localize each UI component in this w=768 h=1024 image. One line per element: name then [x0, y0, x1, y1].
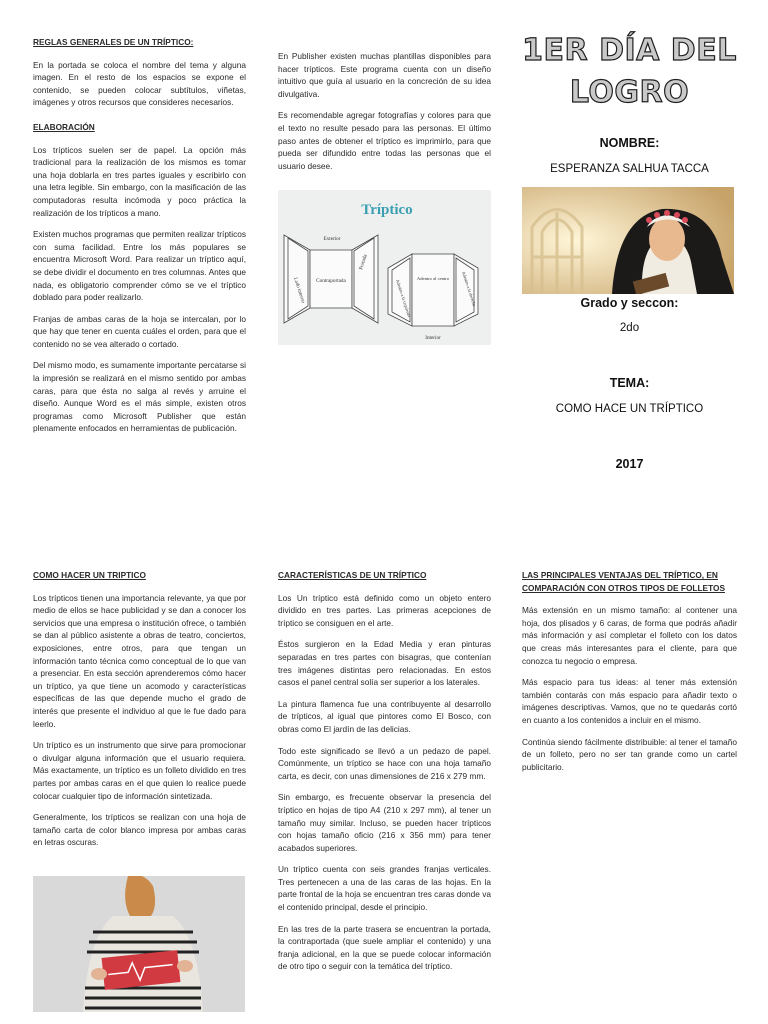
column-como-hacer — [33, 569, 246, 858]
cover-title-line1: 1ER DÍA DEL — [522, 33, 737, 68]
label-portada: Portada — [358, 253, 369, 271]
label-exterior: Exterior — [323, 236, 341, 242]
triptico-diagram — [278, 190, 491, 345]
nombre-value: ESPERANZA SALHUA TACCA — [550, 163, 709, 175]
column-rules — [33, 36, 246, 444]
paragraph: Un tríptico es un instrumento que sirve para promocionar o divulgar alguna información que el usuario requiera. Más exactamente, un tríptico es un folleto dividido en tres partes por ambas caras en el que quien lo realice puede colocar cualquier tipo de información sintetizada. — [33, 740, 246, 801]
paragraph: Los Un tríptico está definido como un objeto entero dividido en tres partes. Las primeras acepciones de tríptico se consiguen en el arte. — [278, 592, 491, 628]
paragraph: La pintura flamenca fue una contribuyente al desarrollo de trípticos, al igual que pintores como El Bosco, con obras como El jardín de las delicias. — [278, 698, 491, 734]
saint-image — [522, 187, 734, 294]
paragraph: En las tres de la parte trasera se encuentran la portada, la contraportada (que suele ampliar el contenido) y una franja adicional, en la que se puede colocar información de otro tipo o seguir con la temática del tríptico. — [278, 923, 491, 972]
paragraph: En la portada se coloca el nombre del tema y alguna imagen. En el resto de los espacios se expone el contenido, se pueden colocar subtítulos, viñetas, imágenes y otros recursos que consideres necesarios. — [33, 59, 246, 108]
year: 2017 — [615, 457, 644, 471]
tema-value: COMO HACE UN TRÍPTICO — [555, 403, 704, 415]
paragraph: Existen muchos programas que permiten realizar trípticos con suma facilidad. Entre los más populares se encuentra Microsoft Word. Para realizar un tríptico aquí, se debe dividir el documento en tres columnas. Antes que nada, es obligatorio comprender cómo se ve el tríptico doblado para poder realizarlo. — [33, 229, 246, 303]
label-contraportada: Contraportada — [316, 278, 346, 284]
column-caracteristicas — [278, 569, 491, 982]
heading-rules: REGLAS GENERALES DE UN TRÍPTICO: — [33, 37, 194, 47]
cover-title-line2: LOGRO — [569, 75, 690, 110]
heading-como-hacer: COMO HACER UN TRIPTICO — [33, 570, 146, 580]
label-lado-interno: Lado interno — [292, 276, 307, 304]
paragraph: Del mismo modo, es sumamente importante percatarse si la impresión se realizará en el mismo sentido por ambas caras, para que ésta no salga al revés y arruine el diseño. Aunque Word es el más simple, existen otros programas como Microsoft Publisher que están plenamente enfocados en herramientas de publicación. — [33, 360, 246, 434]
heading-elaboracion: ELABORACIÓN — [33, 121, 95, 132]
column-ventajas — [522, 569, 737, 782]
paragraph: Generalmente, los trípticos se realizan con una hoja de tamaño carta de color blanco impresa por ambas caras en letras oscuras. — [33, 812, 246, 848]
heading-caracteristicas: CARACTERÍSTICAS DE UN TRÍPTICO — [278, 570, 427, 580]
cover-title — [522, 30, 737, 114]
diagram-graphic — [278, 190, 491, 345]
grado-value: 2do — [619, 322, 640, 334]
paragraph: Más espacio para tus ideas: al tener más extensión también contarás con más espacio para añadir texto o imágenes descriptivas. Vamos, que no te quedarás cortó en cuanto a los contenidos a incluir en el mismo. — [522, 677, 737, 725]
woman-holding-card-image — [33, 876, 245, 1012]
paragraph: Es recomendable agregar fotografías y colores para que el texto no resulte pesado para las personas. El último paso antes de obtener el tríptico es imprimirlo, para que pueda ser difundido entre todas las personas que el usuario desee. — [278, 110, 491, 171]
paragraph: En Publisher existen muchas plantillas disponibles para hacer trípticos. Este programa cuenta con un diseño intuitivo que guía al usuario en la concreción de su idea divulgativa. — [278, 51, 491, 99]
paragraph: Todo este significado se llevó a un pedazo de papel. Comúnmente, un tríptico se hace con una hoja tamaño carta, es decir, con unas dimensiones de 216 x 279 mm. — [278, 745, 491, 781]
label-interior: Interior — [425, 335, 441, 341]
paragraph: Franjas de ambas caras de la hoja se intercalan, por lo que hay que tener en cuenta cuáles el orden, para que el contenido no se vea alterado o cortado. — [33, 313, 246, 349]
tema-label: TEMA: — [609, 376, 650, 390]
label-adentro-derecha: Adentro a la derecha — [461, 270, 478, 307]
heading-ventajas: LAS PRINCIPALES VENTAJAS DEL TRÍPTICO, EN COMPARACIÓN CON OTROS TIPOS DE FOLLETOS — [522, 570, 725, 593]
paragraph: Éstos surgieron en la Edad Media y eran pinturas separadas en tres partes con bisagras, que contenían tres imágenes distintas pero relacionadas. En estos casos el panel central solía ser superior a los laterales. — [278, 639, 491, 688]
nombre-label: NOMBRE: — [599, 136, 660, 150]
paragraph: Los trípticos tienen una importancia relevante, ya que por medio de ellos se hace publicidad y se dan a conocer los servicios que una empresa o institución ofrece, o también se dan al público asistente a obras de teatro, conciertos, exposiciones, entre otros, para que tengan un información tanto técnica como conceptual de lo que van a presenciar. En esta sección aprenderemos cómo hacer un tríptico, ya que tiene un acomodo y características específicas de las que depende mucho el grado de interés que presente el individuo al que le fue dado para leerlo. — [33, 592, 246, 729]
paragraph: Sin embargo, es frecuente observar la presencia del tríptico en hojas de tipo A4 (210 x 297 mm), al tener un tamaño muy similar. Incluso, se pueden hacer trípticos con hojas tamaño oficio (216 x 356 mm) para tener acabados superiores. — [278, 792, 491, 853]
paragraph: Más extensión en un mismo tamaño: al contener una hoja, dos plisados y 6 caras, de forma que podrás añadir más información y así completar el folleto con los datos que creas más interesantes para el cliente, para que conozca tu negocio o empresa. — [522, 605, 737, 666]
paragraph: Los trípticos suelen ser de papel. La opción más tradicional para la realización de los mismos es tomar una hoja doblarla en tres partes iguales y escribirlo con una letra legible. Sin embargo, con la masificación de las computadoras resulta incómoda y poco práctica la realización de los trípticos a mano. — [33, 144, 246, 218]
diagram-title: Tríptico — [361, 202, 413, 218]
label-adentro-izquierda: Adentro a la izquierda — [395, 278, 412, 318]
label-adentro-centro: Adentro al centro — [416, 276, 450, 281]
column-publisher — [278, 50, 491, 181]
grado-label: Grado y seccon: — [580, 296, 679, 310]
paragraph: Continúa siendo fácilmente distribuible: al tener el tamaño de un folleto, pero no ser tan grande como un cartel publicitario. — [522, 736, 737, 772]
paragraph: Un tríptico cuenta con seis grandes franjas verticales. Tres pertenecen a una de las caras de las hojas. En la parte frontal de la hoja se encuentran tres caras donde va el contenido principal, desde el principio. — [278, 864, 491, 913]
